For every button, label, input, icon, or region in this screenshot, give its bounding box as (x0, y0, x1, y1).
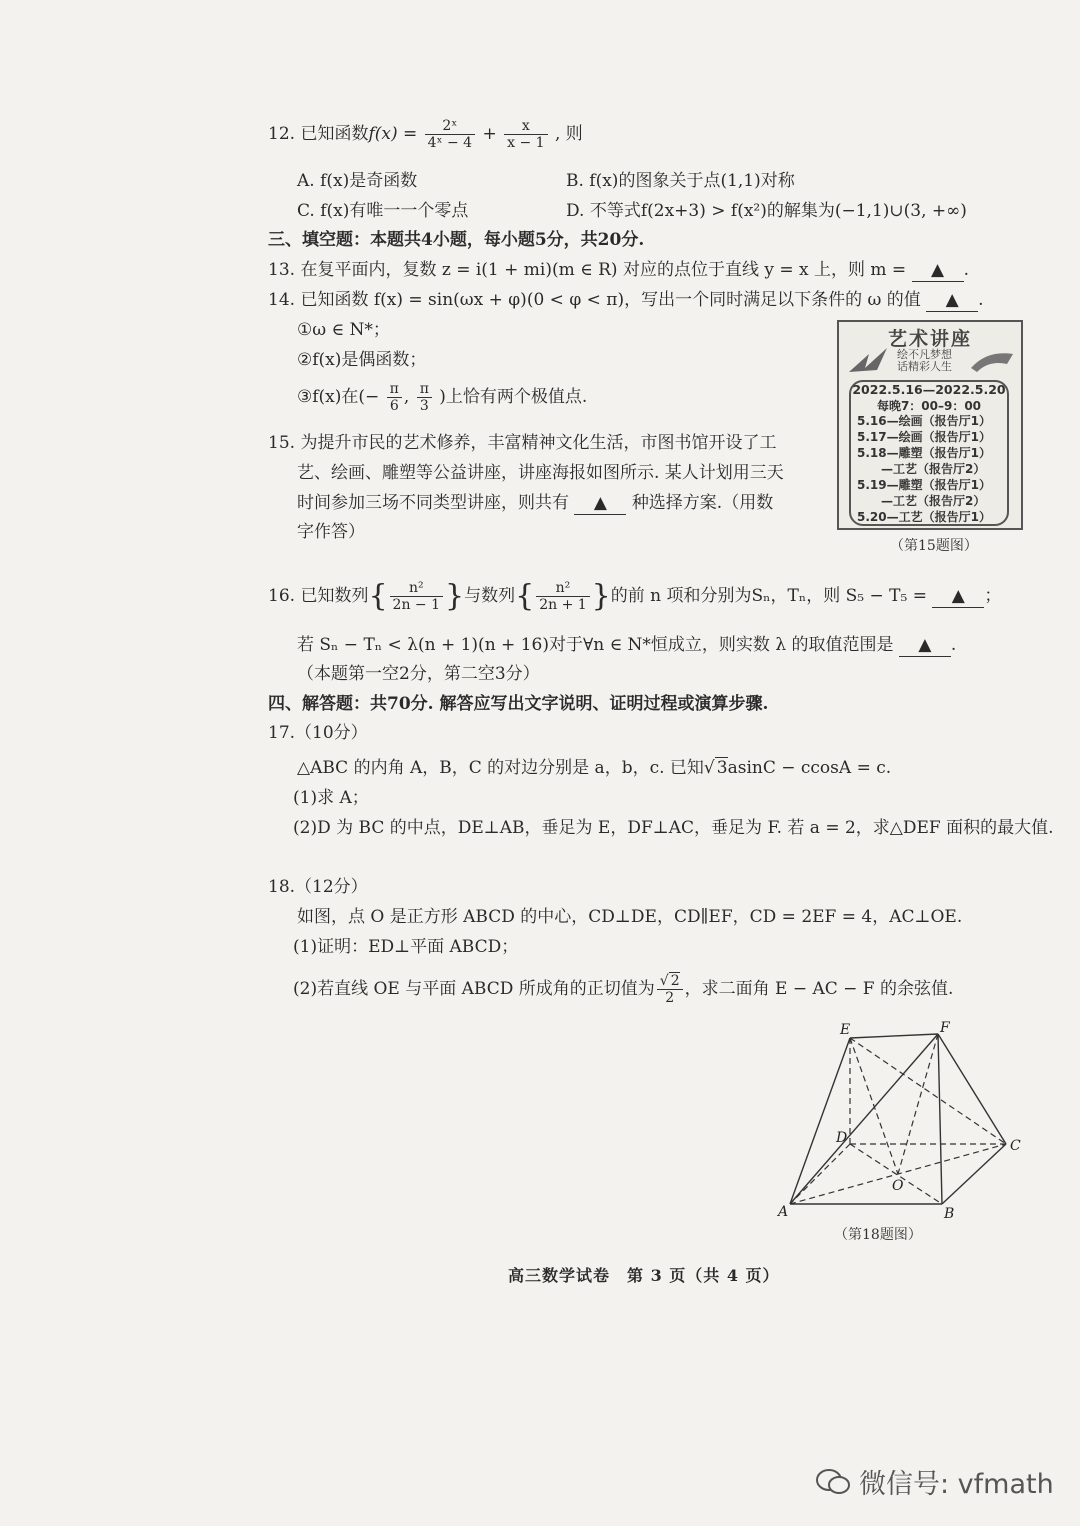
q13-end: . (963, 260, 969, 280)
q18-stem: 如图，点 O 是正方形 ABCD 的中心，CD⊥DE，CD∥EF，CD = 2EF = 4，AC⊥OE. (297, 907, 963, 927)
figure-15-caption: （第15题图） (890, 538, 978, 554)
q16-mid: 与数列 (464, 586, 516, 606)
q12-stem (268, 118, 583, 158)
poster-date: 2022.5.16—2022.5.20 (852, 382, 1006, 397)
bird-icon (847, 344, 891, 378)
q12-fx: f(x) = (368, 124, 418, 144)
q16-answer-blank-1: ▲ (932, 585, 984, 608)
poster-time: 每晚7：00–9：00 (876, 399, 982, 413)
q12-option-c: C. f(x)有唯一一个零点 (297, 201, 469, 221)
label-f: F (940, 1020, 950, 1036)
q15-line-4: 字作答） (297, 522, 365, 542)
q16-prefix: 16. 已知数列 (268, 586, 369, 606)
label-e: E (840, 1022, 851, 1038)
q12-frac2-den: x − 1 (507, 135, 545, 151)
q16-end-2: . (950, 635, 957, 655)
q17-stem: △ABC 的内角 A，B，C 的对边分别是 a，b，c. 已知√ 3asinC − ccosA = c. (297, 758, 892, 778)
q14-end: . (978, 290, 984, 310)
edge-ef (850, 1034, 938, 1038)
q13-answer-blank: ▲ (912, 259, 964, 282)
section-4-title: 四、解答题：共70分. 解答应写出文字说明、证明过程或演算步骤. (268, 694, 769, 714)
q14-c3-prefix: ③f(x)在(− (297, 387, 380, 407)
q15-line-3 (297, 492, 773, 515)
edge-ec (850, 1038, 1006, 1144)
q12-option-b: B. f(x)的图象关于点(1,1)对称 (566, 171, 795, 191)
q18-p2-suffix: ，求二面角 E − AC − F 的余弦值. (684, 979, 954, 999)
poster-slogan-1: 绘不凡梦想 (897, 348, 952, 361)
poster-row: 5.17—绘画（报告厅1） (857, 430, 991, 444)
q17-stem-suffix: asinC − ccosA = c. (727, 758, 892, 778)
edge-fa (790, 1034, 938, 1204)
q14-c3-frac1-num: π (387, 381, 402, 398)
label-a: A (778, 1204, 789, 1220)
q16-frac1-num: n² (390, 580, 443, 597)
q14-c3-frac1 (387, 381, 402, 414)
poster-schedule-box (849, 380, 1009, 526)
q16-end-1: ； (984, 586, 1002, 606)
brush-icon (967, 346, 1017, 376)
q12-frac2-num: x (504, 118, 547, 135)
poster-slogan-2: 话精彩人生 (897, 360, 952, 373)
poster-row: 5.20—工艺（报告厅1） (857, 510, 991, 524)
q18-frac-den: 2 (665, 990, 675, 1006)
q12-frac1 (425, 118, 475, 151)
q16-frac1 (390, 580, 443, 613)
q16-frac2 (536, 580, 589, 613)
poster-row: —工艺（报告厅2） (857, 462, 986, 476)
q15-line3-suffix: 种选择方案.（用数 (631, 493, 774, 513)
q17-sqrt: 3 (716, 758, 728, 778)
q14-c3-frac2 (417, 381, 432, 414)
q14-c3-frac2-num: π (417, 381, 432, 398)
q12-frac1-num: 2ˣ (425, 118, 475, 135)
page-footer: 高三数学试卷 第 3 页（共 4 页） (508, 1266, 780, 1285)
section-3-title: 三、填空题：本题共4小题，每小题5分，共20分. (268, 230, 645, 250)
q17-stem-prefix: △ABC 的内角 A，B，C 的对边分别是 a，b，c. 已知 (297, 758, 704, 778)
q18-part-1: (1)证明：ED⊥平面 ABCD； (293, 937, 519, 957)
q12-frac1-den: 4ˣ − 4 (427, 135, 473, 151)
q14 (268, 289, 984, 312)
wechat-watermark (815, 1462, 1054, 1504)
edge-fc (938, 1034, 1006, 1144)
poster-row: 5.18—雕塑（报告厅1） (857, 446, 991, 460)
label-d: D (836, 1130, 848, 1146)
q16-line2-text: 若 Sₙ − Tₙ < λ(n + 1)(n + 16)对于∀n ∈ N*恒成立，则实数 λ 的取值范围是 (297, 635, 894, 655)
q14-c3-suffix: )上恰有两个极值点. (439, 387, 588, 407)
poster-slogan (897, 349, 952, 373)
q15-line-1: 15. 为提升市民的艺术修养，丰富精神文化生活，市图书馆开设了工 (268, 433, 777, 453)
q18-p2-prefix: (2)若直线 OE 与平面 ABCD 所成角的正切值为 (293, 979, 655, 999)
watermark-text: 微信号: vfmath (859, 1469, 1054, 1500)
edge-fb (938, 1034, 942, 1204)
edge-eo (850, 1038, 898, 1174)
q14-c3-frac1-den: 6 (389, 398, 399, 414)
q16-answer-blank-2: ▲ (899, 634, 951, 657)
label-o: O (892, 1178, 904, 1194)
q12-prefix: 12. 已知函数 (268, 124, 369, 144)
q14-text: 14. 已知函数 f(x) = sin(ωx + φ)(0 < φ < π)，写出一个同时满足以下条件的 ω 的值 (268, 290, 921, 310)
q13 (268, 259, 969, 282)
wechat-icon (815, 1467, 851, 1504)
figure-18-caption: （第18题图） (834, 1227, 922, 1243)
q17-heading: 17.（10分） (268, 723, 368, 743)
q16-frac2-den: 2n + 1 (539, 597, 587, 613)
edge-fo (898, 1034, 938, 1174)
q14-c3-frac2-den: 3 (419, 398, 429, 414)
q18-frac: $\frac{√ 2}{2}$ (657, 973, 683, 1006)
q16-frac2-num: n² (536, 580, 589, 597)
poster-row: 5.16—绘画（报告厅1） (857, 414, 991, 428)
q16-suffix: 的前 n 项和分别为Sₙ，Tₙ，则 S₅ − T₅ = (610, 586, 927, 606)
label-c: C (1010, 1138, 1021, 1154)
lecture-poster (837, 320, 1023, 530)
q18-part-2 (293, 973, 953, 1013)
label-b: B (944, 1206, 955, 1222)
q12-plus: + (482, 124, 497, 144)
poster-title: 艺术讲座 (887, 328, 972, 350)
q15-answer-blank: ▲ (574, 492, 626, 515)
q17-part-2: (2)D 为 BC 的中点，DE⊥AB，垂足为 E，DF⊥AC，垂足为 F. 若 a = 2，求△DEF 面积的最大值. (293, 818, 1054, 838)
q12-option-a: A. f(x)是奇函数 (297, 171, 418, 191)
figure-18-solid (770, 1018, 1030, 1228)
q18-frac-num: 2 (670, 973, 680, 989)
q16-frac1-den: 2n − 1 (392, 597, 441, 613)
q14-condition-2: ②f(x)是偶函数； (297, 350, 427, 370)
q12-option-d: D. 不等式f(2x+3) > f(x²)的解集为(−1,1)∪(3, +∞) (566, 201, 967, 221)
edge-ea (790, 1038, 850, 1204)
q12-suffix: , 则 (554, 124, 583, 144)
q16-note: （本题第一空2分，第二空3分） (297, 664, 540, 684)
q14-condition-3 (297, 381, 587, 421)
q12-frac2 (504, 118, 547, 151)
q15-line3-prefix: 时间参加三场不同类型讲座，则共有 (297, 493, 569, 513)
q16-line-2 (297, 634, 956, 657)
q16-line-1: 16. 已知数列{ $\frac{\text{n²}}{2n - 1}$ }与数列{ $\frac{\text{n²}}{2n + 1}$ }的前 n 项和分别为Sₙ，Tₙ，则 S₅ − T₅ = ▲ ； (268, 578, 1002, 614)
edge-da (790, 1144, 850, 1204)
q14-c3-comma: , (403, 387, 410, 407)
poster-row: —工艺（报告厅2） (857, 494, 986, 508)
q15-line-2: 艺、绘画、雕塑等公益讲座，讲座海报如图所示. 某人计划用三天 (297, 463, 784, 483)
q18-heading: 18.（12分） (268, 877, 368, 897)
q14-condition-1: ①ω ∈ N*； (297, 320, 390, 340)
q17-part-1: (1)求 A； (293, 788, 369, 808)
q13-text: 13. 在复平面内，复数 z = i(1 + mi)(m ∈ R) 对应的点位于直线 y = x 上，则 m = (268, 260, 907, 280)
poster-row: 5.19—雕塑（报告厅1） (857, 478, 991, 492)
q14-answer-blank: ▲ (926, 289, 978, 312)
